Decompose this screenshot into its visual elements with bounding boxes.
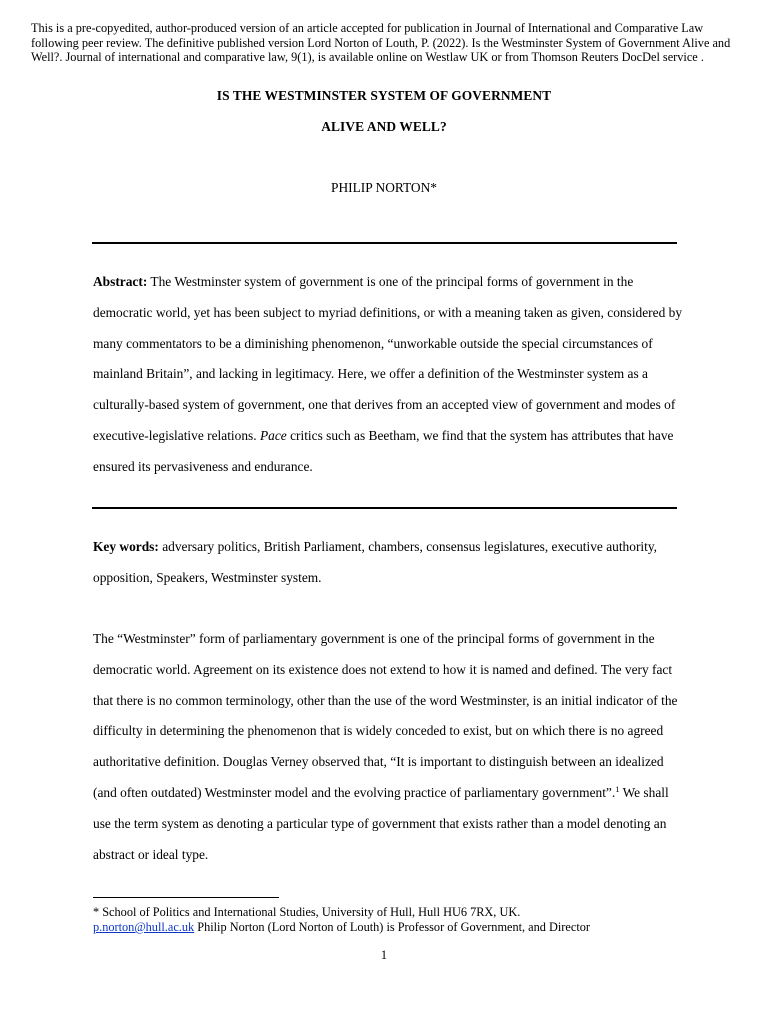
keywords	[93, 532, 683, 594]
rule-bottom	[92, 507, 677, 509]
author-name: PHILIP NORTON*	[331, 180, 437, 195]
article-title-line-1: IS THE WESTMINSTER SYSTEM OF GOVERNMENT	[216, 88, 552, 103]
footnote-text-2: Philip Norton (Lord Norton of Louth) is Professor of Government, and Director	[194, 920, 590, 934]
footnote-affiliation: * School of Politics and International Studies, University of Hull, Hull HU6 7RX, UK.	[93, 905, 521, 919]
rule-top	[92, 242, 677, 244]
keywords-text: adversary politics, British Parliament, chambers, consensus legislatures, executive authority, opposition, Speakers, Westminster system.	[93, 539, 658, 585]
prepublication-notice: This is a pre-copyedited, author-produced version of an article accepted for publication in Journal of International and Comparative Law following peer review. The definitive published version Lord Norton of Louth, P. (2022). Is the Westminster System of Government Alive and Well?. Journal of international and comparative law, 9(1), is available online on Westlaw UK or from Thomson Reuters DocDel service .	[31, 21, 731, 64]
body-text-2: We shall use the term system as denoting a particular type of government that exists rather than a model denoting an abstract or ideal type.	[93, 784, 669, 862]
abstract	[93, 267, 683, 483]
page-number: 1	[380, 948, 388, 962]
body-paragraph	[93, 624, 683, 870]
footnote-separator	[93, 897, 279, 898]
footnote-ref[interactable]: 1	[615, 783, 620, 794]
abstract-text-2: critics such as Beetham, we find that the system has attributes that have ensured its pervasiveness and endurance.	[93, 427, 674, 474]
body-text-1: The “Westminster” form of parliamentary government is one of the principal forms of government in the democratic world. Agreement on its existence does not extend to how it is named and defined. The very fact that there is no common terminology, other than the use of the word Westminster, is an initial indicator of the difficulty in determining the phenomenon that is widely conceded to exist, but on which there is no agreed authoritative definition. Douglas Verney observed that, “It is important to distinguish between an idealized (and often outdated) Westminster model and the evolving practice of parliamentary government”.	[93, 631, 678, 800]
keywords-label: Key words:	[93, 539, 159, 554]
abstract-text-1: The Westminster system of government is one of the principal forms of government in the democratic world, yet has been subject to myriad definitions, or with a meaning taken as given, considered by many commentators to be a diminishing phenomenon, “unworkable outside the special circumstances of mainland Britain”, and lacking in legitimacy. Here, we offer a definition of the Westminster system as a culturally-based system of government, one that derives from an accepted view of government and modes of executive-legislative relations.	[93, 274, 683, 443]
footnote	[93, 905, 693, 935]
abstract-pace: Pace	[259, 427, 287, 443]
abstract-label: Abstract:	[93, 274, 148, 289]
author-email-link[interactable]: p.norton@hull.ac.uk	[93, 920, 195, 934]
article-title-line-2: ALIVE AND WELL?	[321, 119, 447, 134]
